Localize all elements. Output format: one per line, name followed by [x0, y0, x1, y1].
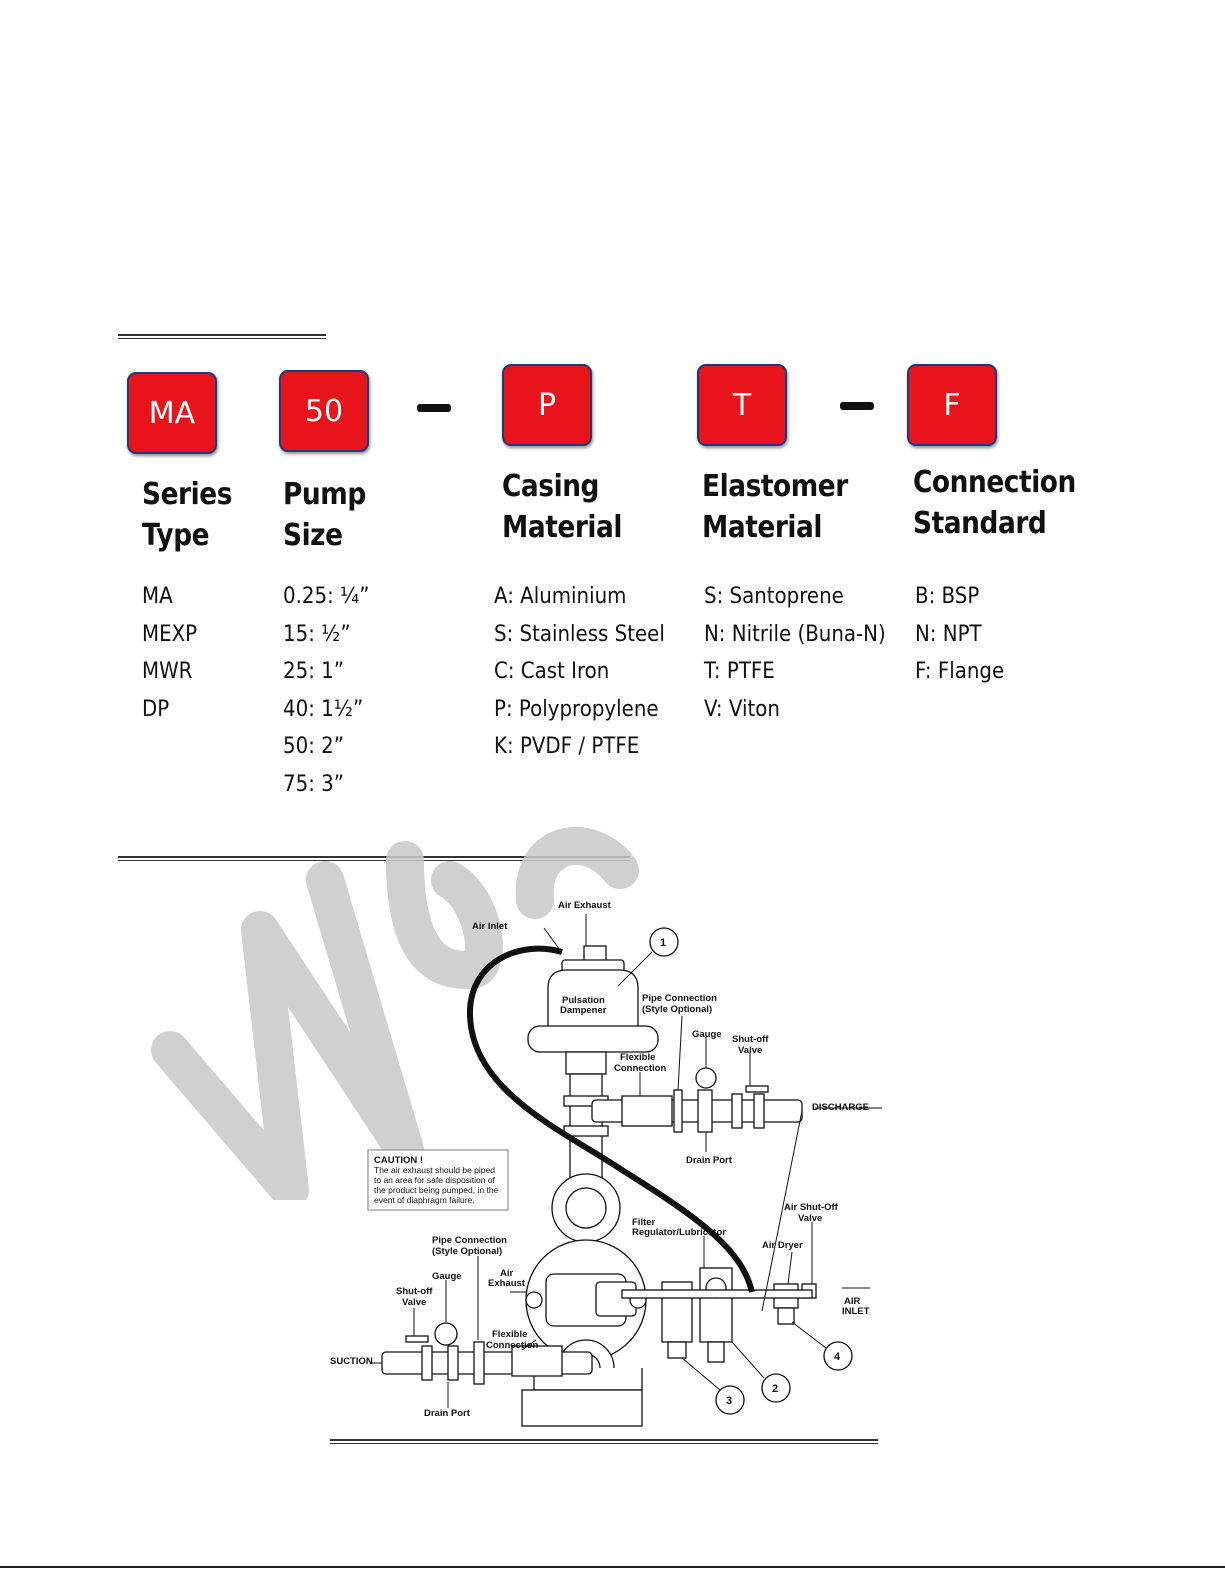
heading-connection-standard — [913, 462, 1076, 544]
code-box-series — [127, 372, 217, 454]
section-rule-bottom — [330, 1439, 878, 1444]
label-pipe-connection-top: Pipe Connection — [642, 993, 717, 1004]
options-casing-material — [494, 578, 665, 766]
label-style-optional-top: (Style Optional) — [642, 1004, 713, 1015]
list-item: F: Flange — [915, 659, 1005, 684]
list-item: K: PVDF / PTFE — [494, 734, 640, 759]
label-drain-port-top: Drain Port — [686, 1155, 732, 1166]
list-item: 0.25: ¼” — [283, 584, 370, 609]
label-air-inlet: Air Inlet — [472, 921, 508, 932]
heading-line: Type — [142, 518, 210, 553]
caution-line: the product being pumped, in the — [374, 1185, 499, 1195]
heading-line: Standard — [913, 506, 1047, 541]
heading-line: Connection — [913, 465, 1076, 500]
label-flexible-bottom: Flexible — [492, 1329, 528, 1340]
list-item: A: Aluminium — [494, 584, 627, 609]
callout-label: 3 — [726, 1395, 733, 1407]
code-elastomer-text: T — [732, 387, 752, 423]
heading-line: Pump — [283, 477, 366, 512]
label-suction: SUCTION — [330, 1356, 373, 1367]
label-shutoff-top: Shut-off — [732, 1034, 769, 1045]
list-item: MWR — [142, 659, 193, 684]
label-air-right: AIR — [844, 1296, 861, 1307]
label-inlet-right: INLET — [842, 1306, 870, 1317]
label-dampener: Dampener — [560, 1005, 607, 1016]
options-elastomer-material — [704, 578, 886, 728]
list-item: T: PTFE — [704, 659, 775, 684]
heading-series-type — [142, 474, 232, 556]
list-item: S: Stainless Steel — [494, 621, 665, 647]
heading-pump-size — [283, 474, 366, 556]
heading-line: Elastomer — [702, 469, 848, 504]
heading-line: Size — [283, 518, 343, 553]
label-gauge-bottom: Gauge — [432, 1271, 462, 1282]
label-air-dryer: Air Dryer — [762, 1240, 803, 1251]
label-style-optional-bottom: (Style Optional) — [432, 1246, 503, 1257]
code-box-casing — [502, 364, 592, 446]
code-box-elastomer — [697, 364, 787, 446]
code-connection-text: F — [943, 387, 961, 423]
list-item: S: Santoprene — [704, 584, 844, 609]
gauge-top — [696, 1068, 716, 1088]
separator-dash — [417, 404, 451, 412]
code-box-pump-size — [279, 370, 369, 452]
code-series-text: MA — [148, 395, 196, 431]
callout-label: 4 — [834, 1351, 841, 1363]
section-rule-middle — [118, 856, 630, 861]
flexible-connection-top — [622, 1096, 672, 1126]
code-size-text: 50 — [304, 393, 344, 429]
list-item: MA — [142, 584, 173, 609]
caution-line: to an area for safe disposition of — [374, 1175, 495, 1185]
list-item: V: Viton — [704, 696, 780, 722]
label-connection-top: Connection — [614, 1063, 667, 1074]
list-item: 25: 1” — [283, 659, 345, 684]
list-item: MEXP — [142, 621, 198, 647]
heading-line: Material — [702, 510, 823, 545]
caution-line: event of diaphragm failure. — [374, 1195, 475, 1205]
label-air-shutoff: Air Shut-Off — [784, 1202, 838, 1213]
list-item: B: BSP — [915, 584, 980, 609]
list-item: C: Cast Iron — [494, 659, 610, 684]
label-valve-top: Valve — [738, 1045, 763, 1056]
label-connection-bottom: Connection — [486, 1340, 539, 1351]
label-flexible-top: Flexible — [620, 1052, 656, 1063]
options-pump-size — [283, 578, 370, 803]
list-item: P: Polypropylene — [494, 696, 659, 722]
list-item: N: NPT — [915, 621, 982, 647]
gauge-bottom — [435, 1323, 457, 1345]
label-air-exhaust: Air Exhaust — [558, 900, 611, 911]
label-regulator-lubricator: Regulator/Lubricator — [632, 1227, 726, 1238]
label-air-side: Air — [500, 1268, 514, 1279]
options-connection-standard — [915, 578, 1004, 691]
installation-diagram — [322, 890, 892, 1438]
separator-dash — [840, 402, 874, 410]
label-air-shutoff-valve: Valve — [798, 1213, 823, 1224]
label-filter: Filter — [632, 1217, 656, 1228]
section-rule-top — [118, 334, 326, 339]
options-series-type — [142, 578, 197, 728]
label-gauge-top: Gauge — [692, 1029, 722, 1040]
list-item: 50: 2” — [283, 734, 345, 759]
code-casing-text: P — [537, 387, 557, 423]
caution-title: CAUTION ! — [374, 1155, 424, 1166]
code-box-connection — [907, 364, 997, 446]
list-item: N: Nitrile (Buna-N) — [704, 621, 886, 647]
label-drain-port-bottom: Drain Port — [424, 1408, 470, 1419]
label-valve-bottom: Valve — [402, 1297, 427, 1308]
caution-line: The air exhaust should be piped — [374, 1165, 495, 1175]
list-item: 15: ½” — [283, 621, 351, 647]
callout-label: 2 — [772, 1383, 779, 1395]
label-shutoff-bottom: Shut-off — [396, 1286, 433, 1297]
callout-label: 1 — [660, 937, 667, 949]
list-item: 40: 1½” — [283, 696, 364, 722]
heading-line: Material — [502, 510, 623, 545]
label-discharge: DISCHARGE — [812, 1102, 870, 1113]
heading-elastomer-material — [702, 466, 848, 548]
heading-line: Series — [142, 477, 232, 512]
list-item: DP — [142, 696, 170, 722]
page-bottom-border — [0, 1566, 1225, 1568]
list-item: 75: 3” — [283, 771, 345, 797]
heading-casing-material — [502, 466, 622, 548]
label-pipe-connection-bottom: Pipe Connection — [432, 1235, 507, 1246]
label-exhaust-side: Exhaust — [488, 1278, 525, 1289]
label-pulsation: Pulsation — [562, 995, 605, 1006]
pump-base — [522, 1390, 642, 1426]
heading-line: Casing — [502, 469, 600, 504]
